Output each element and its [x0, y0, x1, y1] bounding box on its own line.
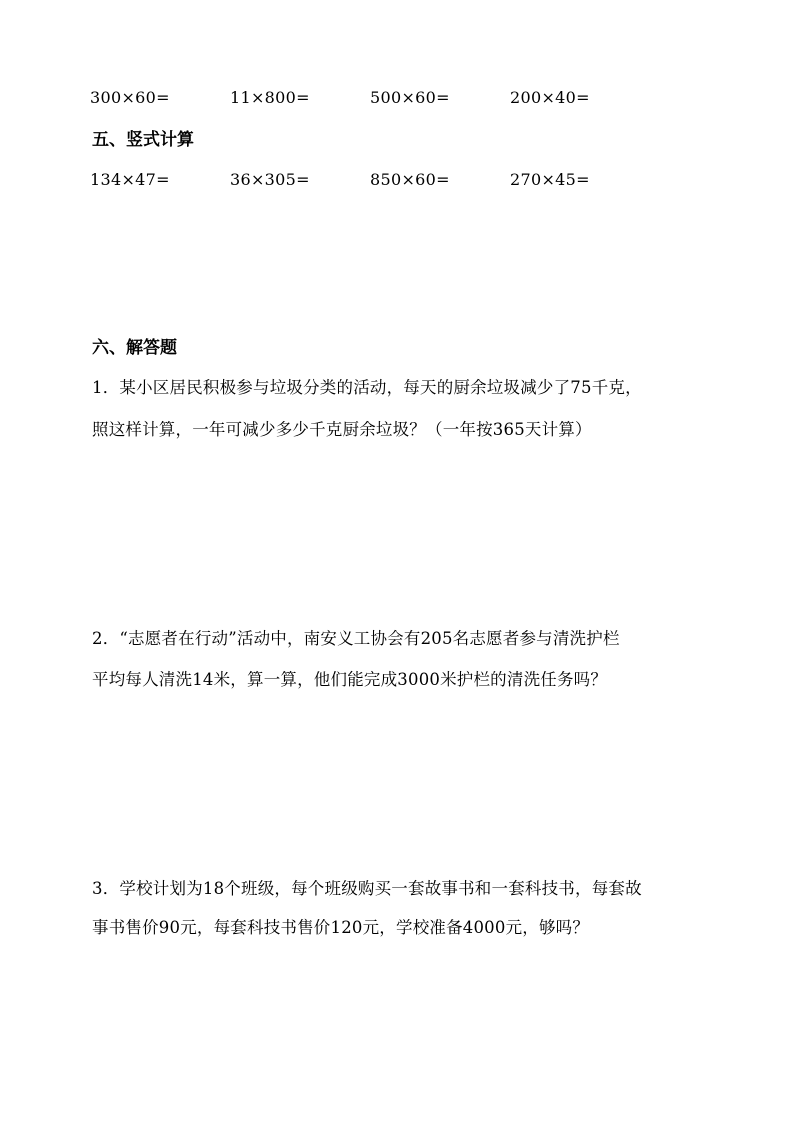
oral-calc-row [0, 84, 794, 112]
problem-3-line-1: 3．学校计划为18个班级，每个班级购买一套故事书和一套科技书，每套故 [92, 879, 642, 898]
problem-3-line-2: 事书售价90元，每套科技书售价120元，学校准备4000元，够吗？ [92, 918, 590, 937]
oral-calc-item-3: 500×60= [370, 88, 450, 107]
section-5-title: 五、竖式计算 [92, 130, 194, 150]
vertical-calc-item-4: 270×45= [510, 170, 590, 189]
oral-calc-item-1: 300×60= [90, 88, 170, 107]
vertical-calc-item-3: 850×60= [370, 170, 450, 189]
problem-1-line-2: 照这样计算，一年可减少多少千克厨余垃圾？（一年按365天计算） [92, 420, 592, 439]
vertical-calc-item-1: 134×47= [90, 170, 170, 189]
oral-calc-item-4: 200×40= [510, 88, 590, 107]
problem-2-line-2: 平均每人清洗14米，算一算，他们能完成3000米护栏的清洗任务吗？ [92, 670, 608, 689]
section-6-title: 六、解答题 [92, 338, 177, 358]
problem-2-line-1: 2．“志愿者在行动”活动中，南安义工协会有205名志愿者参与清洗护栏 [92, 629, 620, 648]
problem-1-line-1: 1．某小区居民积极参与垃圾分类的活动，每天的厨余垃圾减少了75千克， [92, 378, 642, 397]
vertical-calc-item-2: 36×305= [230, 170, 310, 189]
oral-calc-item-2: 11×800= [230, 88, 310, 107]
vertical-calc-row [0, 166, 794, 194]
